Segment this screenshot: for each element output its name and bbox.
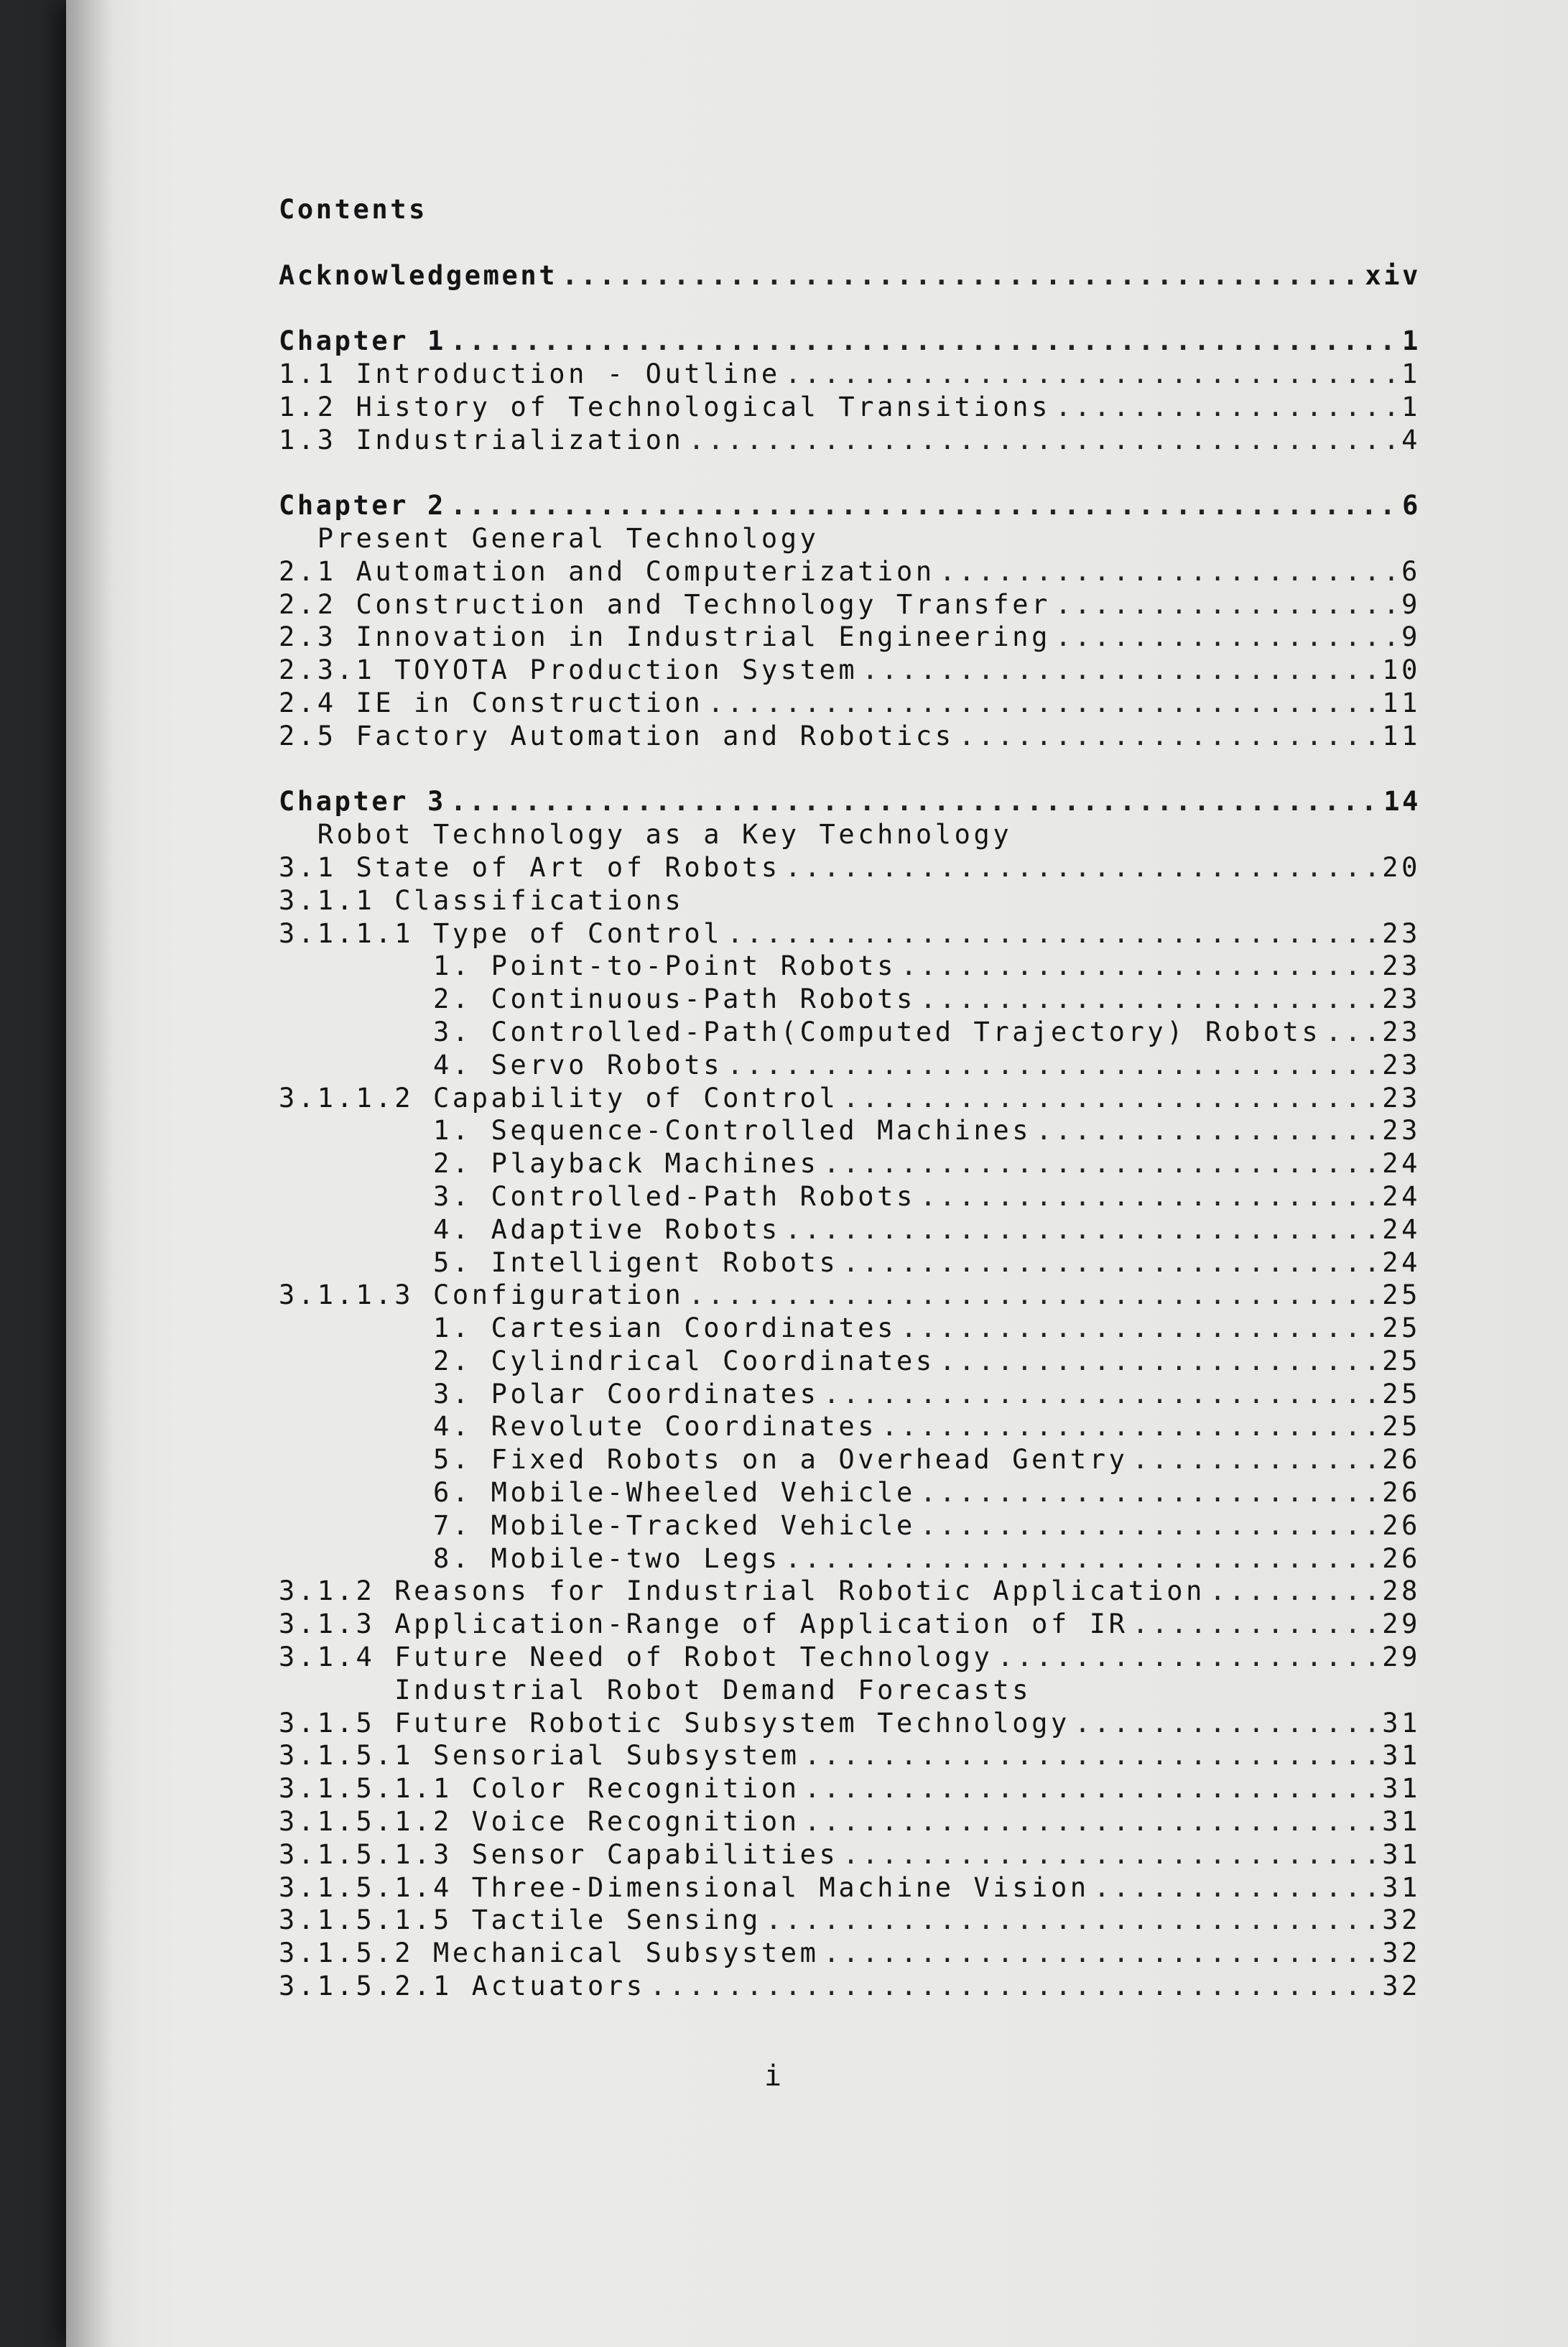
toc-entry	[279, 260, 1421, 293]
toc-entry-page: 25	[1382, 1345, 1421, 1376]
toc-entry	[279, 425, 1421, 458]
toc-leader-dots	[1055, 621, 1397, 652]
toc-leader-dots	[824, 1938, 1378, 1968]
toc-entry	[279, 1773, 1421, 1806]
toc-entry	[279, 1247, 1421, 1280]
toc-entry	[279, 1083, 1421, 1116]
toc-entry-page: 26	[1382, 1542, 1421, 1574]
toc-entry-page: 1	[1401, 358, 1421, 389]
toc-entry-label: Industrial Robot Demand Forecasts	[279, 1674, 1032, 1705]
toc-leader-dots	[450, 325, 1398, 356]
toc-entry-page: 9	[1401, 621, 1421, 653]
toc-entry	[279, 589, 1421, 622]
toc-entry-label: 1. Cartesian Coordinates	[279, 1313, 897, 1344]
toc-entry	[279, 1575, 1421, 1608]
toc-entry-page: 25	[1382, 1411, 1421, 1443]
toc-leader-dots	[785, 1543, 1378, 1574]
toc-entry-label: 3.1.1.1 Type of Control	[279, 917, 723, 949]
toc-entry	[279, 1708, 1421, 1741]
toc-entry-page: 1	[1402, 325, 1421, 357]
toc-spacer	[279, 292, 1421, 325]
toc-entries	[279, 260, 1421, 2004]
toc-leader-dots	[901, 950, 1378, 981]
toc-entry-page: 6	[1402, 490, 1421, 522]
toc-entry-page: 26	[1382, 1444, 1421, 1476]
toc-entry-label: 3. Controlled-Path Robots	[279, 1180, 916, 1212]
toc-entry	[279, 1050, 1421, 1083]
toc-leader-dots	[650, 1971, 1378, 2001]
toc-subheading	[279, 523, 1421, 556]
toc-entry	[279, 1543, 1421, 1576]
toc-entry-page: 11	[1382, 720, 1421, 751]
toc-title: Contents	[279, 194, 428, 225]
toc-leader-dots	[766, 1904, 1378, 1935]
toc-entry-page: 23	[1382, 1049, 1421, 1080]
toc-entry-label: 1.2 History of Technological Transitions	[279, 391, 1052, 422]
toc-leader-dots	[785, 358, 1397, 389]
toc-entry-page: xiv	[1365, 259, 1421, 291]
toc-entry-label: 2.5 Factory Automation and Robotics	[279, 720, 955, 751]
toc-entry	[279, 1971, 1421, 2004]
toc-entry-page: 29	[1382, 1642, 1421, 1673]
toc-entry-label: 3.1.5.2.1 Actuators	[279, 1971, 646, 2002]
toc-entry-page: 26	[1382, 1477, 1421, 1509]
toc-subheading	[279, 885, 1421, 918]
toc-leader-dots	[727, 1050, 1378, 1080]
toc-leader-dots	[920, 983, 1378, 1014]
toc-leader-dots	[920, 1477, 1378, 1508]
toc-entry-page: 32	[1382, 1971, 1421, 2002]
toc-entry	[279, 688, 1421, 721]
toc-entry-label: 1.3 Industrialization	[279, 424, 685, 455]
toc-leader-dots	[997, 1642, 1378, 1672]
toc-entry	[279, 1904, 1421, 1938]
toc-entry	[279, 1806, 1421, 1839]
toc-entry-page: 24	[1382, 1148, 1421, 1180]
toc-entry	[279, 1477, 1421, 1510]
toc-entry	[279, 983, 1421, 1017]
toc-entry-label: 1. Point-to-Point Robots	[279, 950, 897, 982]
toc-entry-label: 5. Intelligent Robots	[279, 1246, 839, 1278]
toc-entry	[279, 1608, 1421, 1642]
toc-leader-dots	[688, 1279, 1378, 1310]
toc-entry-label: 2.2 Construction and Technology Transfer	[279, 588, 1052, 620]
toc-leader-dots	[843, 1839, 1378, 1870]
toc-entry-label: 3.1.1.2 Capability of Control	[279, 1082, 839, 1114]
toc-entry-label: Chapter 2	[279, 490, 446, 522]
toc-entry-page: 25	[1382, 1279, 1421, 1311]
toc-entry	[279, 950, 1421, 983]
toc-leader-dots	[1325, 1017, 1378, 1047]
toc-leader-dots	[901, 1313, 1378, 1343]
toc-entry	[279, 1379, 1421, 1412]
toc-entry	[279, 852, 1421, 885]
toc-entry-label: 2.4 IE in Construction	[279, 687, 704, 718]
toc-entry	[279, 1017, 1421, 1050]
toc-leader-dots	[804, 1740, 1378, 1771]
toc-entry-label: Acknowledgement	[279, 259, 558, 291]
toc-subheading	[279, 1675, 1421, 1708]
toc-leader-dots	[708, 688, 1378, 718]
toc-leader-dots	[1133, 1444, 1378, 1475]
toc-leader-dots	[1075, 1708, 1378, 1739]
toc-entry	[279, 1115, 1421, 1148]
toc-entry-page: 31	[1382, 1707, 1421, 1739]
toc-leader-dots	[1055, 392, 1397, 422]
toc-entry-label: 4. Adaptive Robots	[279, 1213, 781, 1245]
toc-entry-label: 3.1.5.1.5 Tactile Sensing	[279, 1904, 761, 1936]
toc-entry-label: 3.1.5.1.4 Three-Dimensional Machine Vision	[279, 1871, 1090, 1903]
toc-leader-dots	[1133, 1608, 1378, 1639]
toc-entry	[279, 556, 1421, 589]
toc-entry-page: 31	[1382, 1773, 1421, 1805]
toc-entry	[279, 1938, 1421, 1971]
toc-entry-label: 4. Servo Robots	[279, 1049, 723, 1080]
toc-leader-dots	[843, 1083, 1378, 1114]
toc-entry-label: 1.1 Introduction - Outline	[279, 358, 781, 389]
toc-entry	[279, 358, 1421, 392]
toc-leader-dots	[785, 1214, 1378, 1245]
toc-leader-dots	[881, 1411, 1378, 1442]
toc-entry-page: 23	[1382, 1082, 1421, 1114]
toc-leader-dots	[1036, 1115, 1378, 1146]
toc-entry-page: 31	[1382, 1871, 1421, 1903]
toc-entry-label: 1. Sequence-Controlled Machines	[279, 1115, 1032, 1147]
toc-entry-label: Present General Technology	[279, 522, 820, 554]
toc-spacer	[279, 754, 1421, 787]
toc-leader-dots	[450, 490, 1398, 521]
toc-entry	[279, 1148, 1421, 1181]
toc-entry-label: 3.1.5.1.1 Color Recognition	[279, 1773, 800, 1805]
toc-entry	[279, 1346, 1421, 1379]
toc-entry-label: 3.1.5 Future Robotic Subsystem Technology	[279, 1707, 1070, 1739]
toc-leader-dots	[959, 721, 1378, 751]
toc-entry-label: Chapter 3	[279, 786, 446, 818]
toc-leader-dots	[920, 1181, 1378, 1212]
toc-entry-page: 31	[1382, 1806, 1421, 1838]
toc-leader-dots	[940, 556, 1397, 587]
toc-entry-page: 32	[1382, 1938, 1421, 1969]
toc-entry	[279, 621, 1421, 654]
toc-spacer	[279, 457, 1421, 490]
toc-entry-page: 25	[1382, 1313, 1421, 1344]
toc-subheading	[279, 819, 1421, 852]
toc-entry-page: 31	[1382, 1838, 1421, 1870]
toc-entry	[279, 918, 1421, 951]
toc-entry	[279, 392, 1421, 425]
toc-entry-label: 2.1 Automation and Computerization	[279, 555, 935, 587]
toc-entry-page: 23	[1382, 983, 1421, 1015]
toc-leader-dots	[824, 1379, 1378, 1409]
toc-entry	[279, 1839, 1421, 1872]
toc-leader-dots	[450, 786, 1379, 817]
toc-entry-page: 1	[1401, 391, 1421, 422]
toc-leader-dots	[1094, 1872, 1378, 1903]
toc-entry-label: 5. Fixed Robots on a Overhead Gentry	[279, 1444, 1128, 1476]
toc-leader-dots	[727, 918, 1378, 949]
toc-entry	[279, 1411, 1421, 1444]
page-number: i	[764, 2060, 782, 2093]
toc-entry-page: 23	[1382, 1115, 1421, 1147]
toc-entry-label: 3.1.5.1.2 Voice Recognition	[279, 1806, 800, 1838]
toc-entry-label: 7. Mobile-Tracked Vehicle	[279, 1509, 916, 1541]
toc-entry-label: 3.1.4 Future Need of Robot Technology	[279, 1642, 993, 1673]
toc-entry-page: 32	[1382, 1904, 1421, 1936]
toc-leader-dots	[843, 1247, 1378, 1278]
toc-entry	[279, 721, 1421, 754]
toc-leader-dots	[862, 654, 1378, 685]
toc-entry	[279, 1642, 1421, 1675]
toc-leader-dots	[940, 1346, 1378, 1376]
toc-entry-page: 26	[1382, 1509, 1421, 1541]
toc-entry-page: 9	[1401, 588, 1421, 620]
toc-entry-label: 6. Mobile-Wheeled Vehicle	[279, 1477, 916, 1509]
toc-entry	[279, 1872, 1421, 1905]
toc-entry-page: 6	[1401, 555, 1421, 587]
toc-entry	[279, 1279, 1421, 1313]
toc-entry-label: 2. Cylindrical Coordinates	[279, 1345, 935, 1376]
toc-entry	[279, 786, 1421, 819]
page-binding-shadow	[66, 0, 145, 2347]
toc-entry-page: 24	[1382, 1246, 1421, 1278]
toc-entry-label: Robot Technology as a Key Technology	[279, 819, 1013, 851]
toc-entry-page: 28	[1382, 1575, 1421, 1607]
toc-entry-label: 2. Playback Machines	[279, 1148, 820, 1180]
toc-entry	[279, 1181, 1421, 1214]
toc-entry-label: Chapter 1	[279, 325, 446, 357]
toc-entry-label: 2. Continuous-Path Robots	[279, 983, 916, 1015]
toc-leader-dots	[824, 1148, 1378, 1179]
toc-entry	[279, 325, 1421, 358]
toc-entry-page: 20	[1382, 851, 1421, 883]
toc-entry-page: 29	[1382, 1608, 1421, 1640]
toc-entry	[279, 1444, 1421, 1477]
toc-entry	[279, 654, 1421, 688]
toc-entry-label: 3. Polar Coordinates	[279, 1378, 820, 1409]
toc-entry-page: 25	[1382, 1378, 1421, 1409]
toc-entry-label: 3.1.3 Application-Range of Application of IR	[279, 1608, 1128, 1640]
table-of-contents	[279, 194, 1421, 2004]
toc-spacer	[279, 227, 1421, 260]
toc-entry-label: 3.1.5.1 Sensorial Subsystem	[279, 1740, 800, 1772]
toc-entry-page: 23	[1382, 917, 1421, 949]
toc-entry-label: 4. Revolute Coordinates	[279, 1411, 878, 1443]
document-page	[66, 0, 1568, 2347]
toc-leader-dots	[1055, 589, 1397, 620]
toc-entry	[279, 1740, 1421, 1773]
toc-entry-page: 23	[1382, 1016, 1421, 1047]
toc-entry-label: 3.1.1.3 Configuration	[279, 1279, 685, 1311]
toc-entry-label: 3.1.5.2 Mechanical Subsystem	[279, 1938, 820, 1969]
toc-entry-label: 3.1 State of Art of Robots	[279, 851, 781, 883]
toc-entry-label: 3. Controlled-Path(Computed Trajectory) Robots	[279, 1016, 1322, 1047]
toc-entry-page: 24	[1382, 1180, 1421, 1212]
toc-entry-label: 2.3 Innovation in Industrial Engineering	[279, 621, 1052, 653]
toc-leader-dots	[785, 852, 1378, 883]
toc-entry-label: 3.1.1 Classifications	[279, 884, 685, 916]
toc-entry	[279, 1214, 1421, 1247]
toc-entry-page: 14	[1383, 786, 1421, 818]
toc-entry	[279, 490, 1421, 523]
toc-entry-page: 31	[1382, 1740, 1421, 1772]
toc-entry-label: 3.1.5.1.3 Sensor Capabilities	[279, 1838, 839, 1870]
toc-entry	[279, 1510, 1421, 1543]
toc-leader-dots	[688, 425, 1397, 455]
toc-entry-label: 3.1.2 Reasons for Industrial Robotic Application	[279, 1575, 1206, 1607]
toc-entry-page: 10	[1382, 654, 1421, 686]
toc-leader-dots	[920, 1510, 1378, 1541]
toc-entry-label: 8. Mobile-two Legs	[279, 1542, 781, 1574]
toc-leader-dots	[562, 260, 1360, 291]
toc-entry-page: 11	[1382, 687, 1421, 718]
toc-leader-dots	[804, 1806, 1378, 1837]
toc-leader-dots	[804, 1773, 1378, 1804]
toc-entry	[279, 1313, 1421, 1346]
toc-entry-page: 23	[1382, 950, 1421, 982]
toc-entry-page: 24	[1382, 1213, 1421, 1245]
toc-entry-label: 2.3.1 TOYOTA Production System	[279, 654, 858, 686]
toc-entry-page: 4	[1401, 424, 1421, 455]
toc-leader-dots	[1210, 1575, 1378, 1606]
